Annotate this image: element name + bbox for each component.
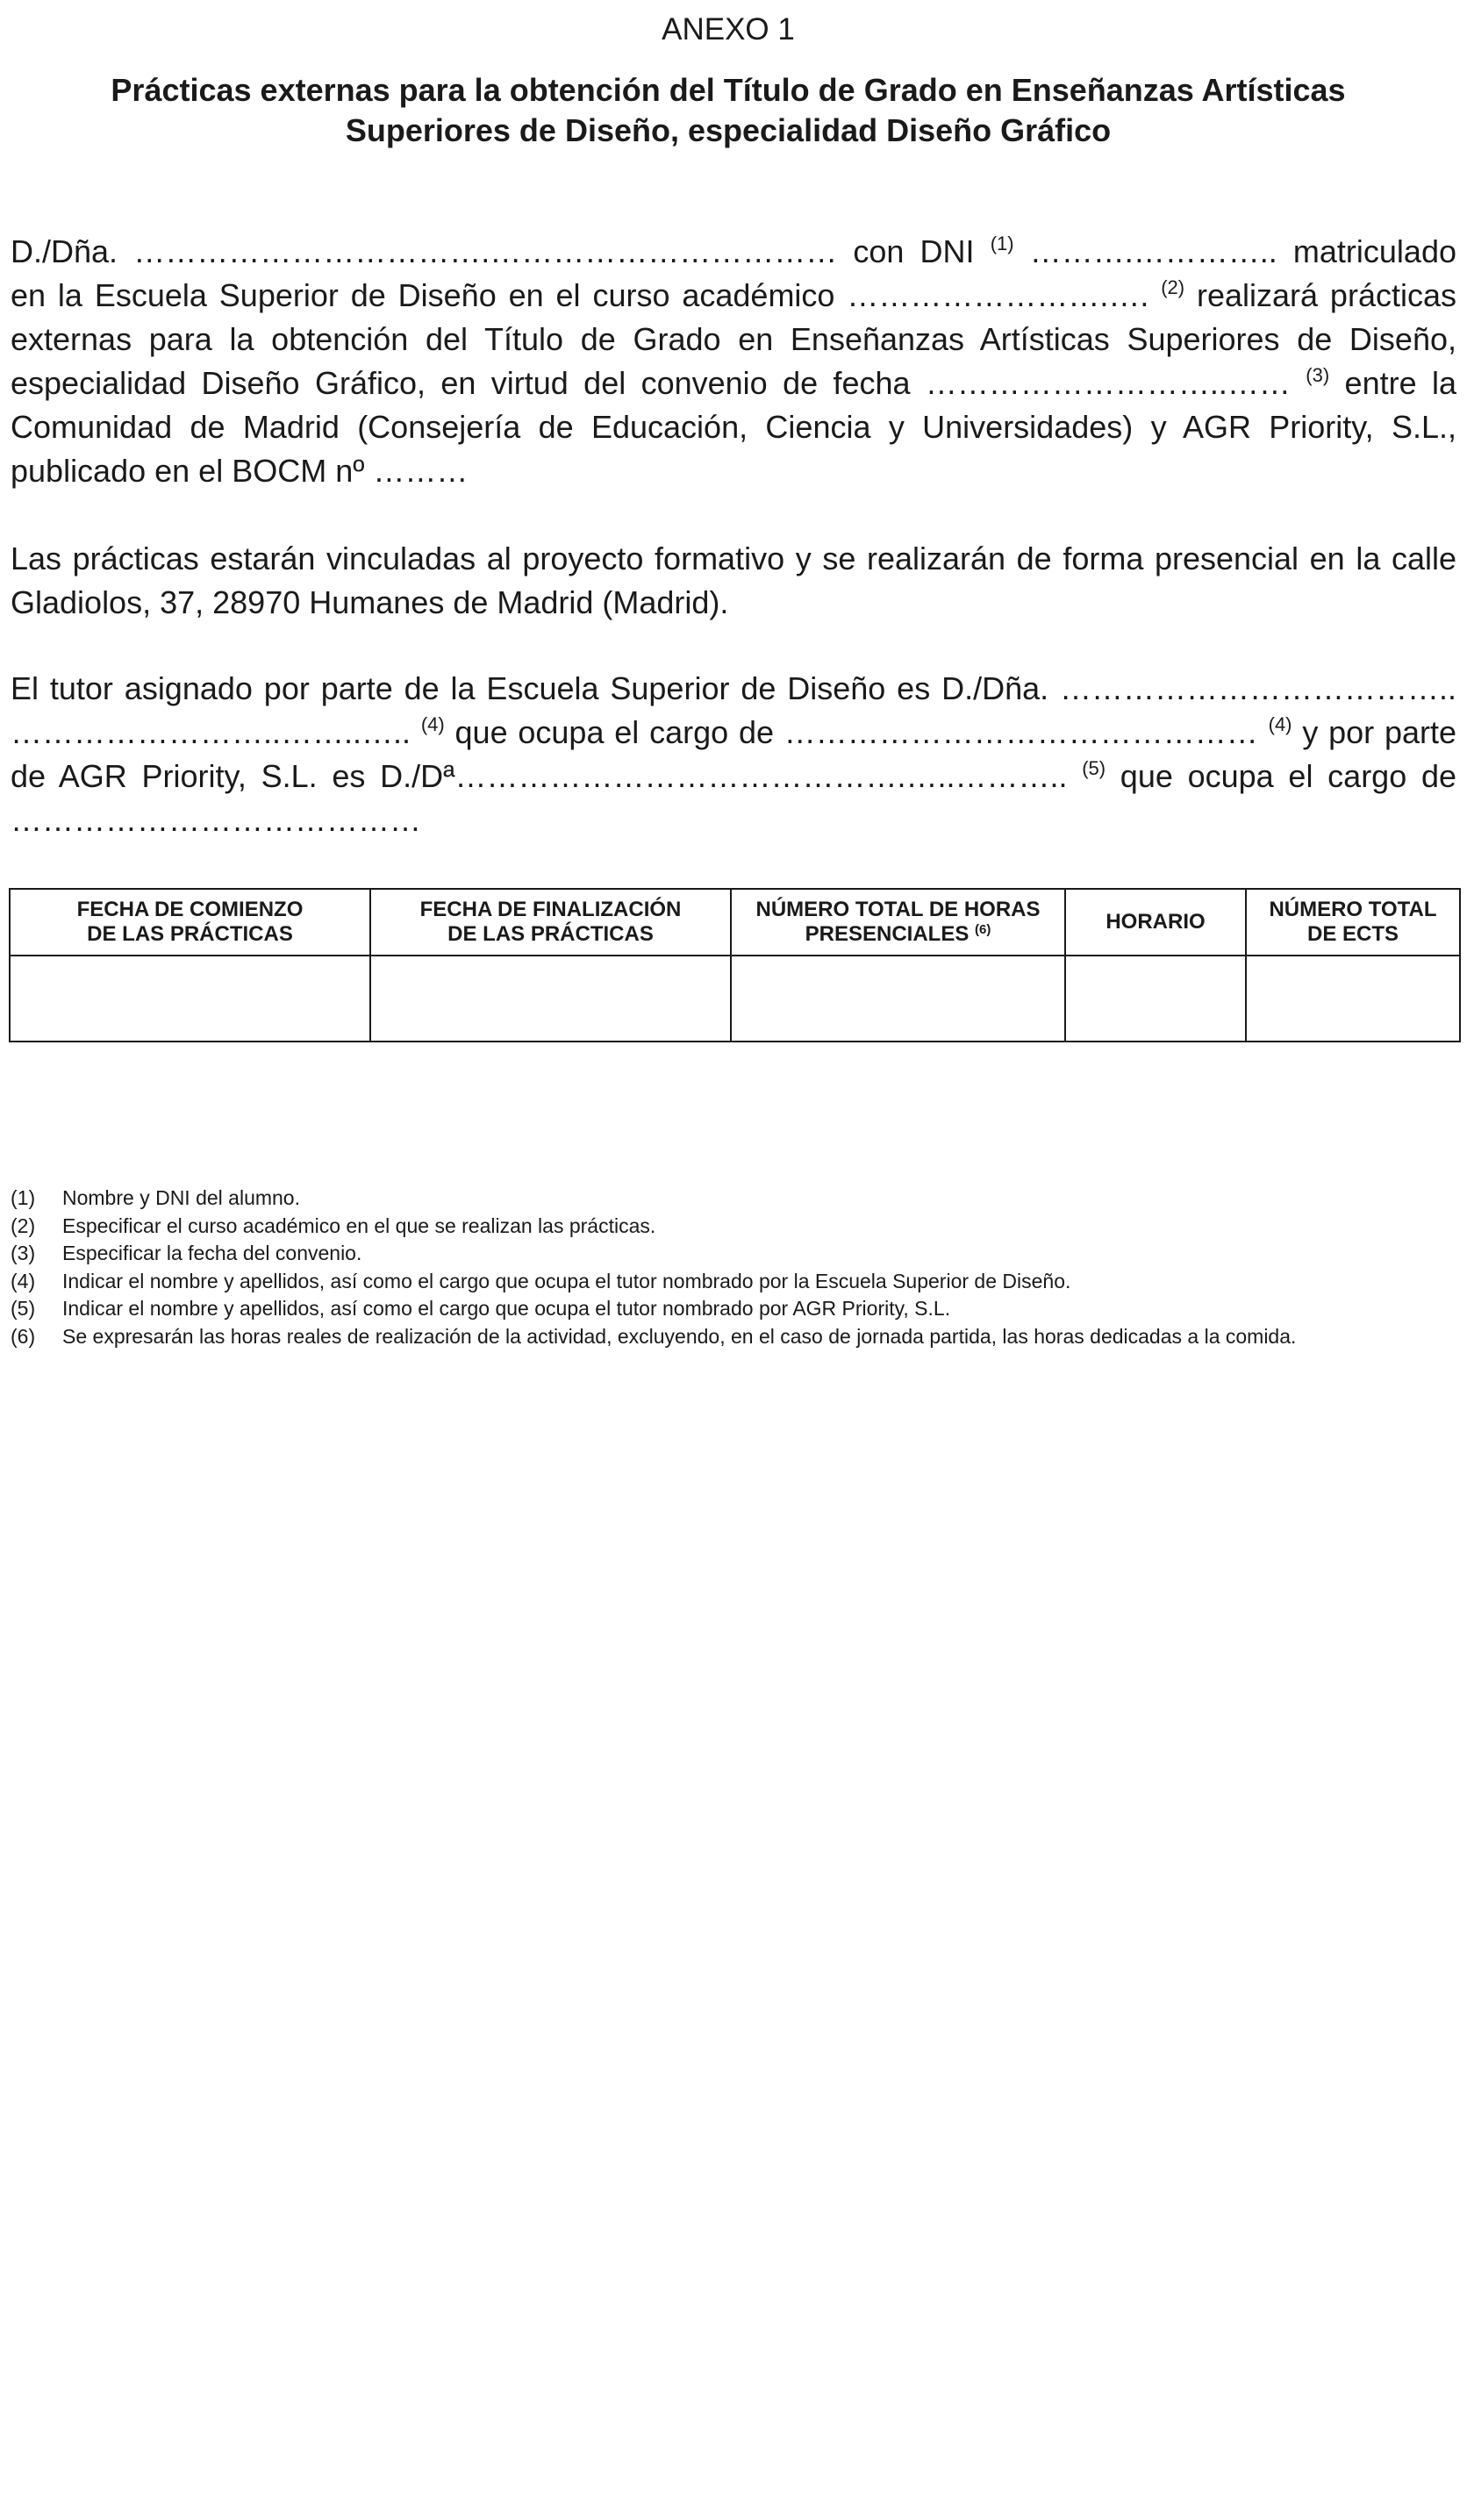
footnote-number: (4): [11, 1269, 36, 1292]
tutor-text-1: El tutor asignado por parte de la Escuela Superior de Diseño es D./Dña. ……………………………….. ……………………..……..…..: [11, 670, 1456, 750]
header-total-hours: NÚMERO TOTAL DE HORAS PRESENCIALES $^{(6)}$: [731, 889, 1065, 956]
document-title: [0, 70, 1456, 151]
footnote-ref-4a: (4): [420, 713, 445, 735]
footnote-number: (3): [11, 1242, 36, 1264]
annex-heading: ANEXO 1: [662, 12, 795, 47]
footnote-ref-2: (2): [1161, 276, 1185, 298]
table-header-row: [10, 889, 1460, 956]
footnote-item: [11, 1323, 1458, 1351]
tutor-text-4: que ocupa el cargo de …………………………………: [11, 758, 1456, 838]
tutor-text-2: que ocupa el cargo de ………………………………………: [444, 714, 1269, 750]
footnote-ref-4b: (4): [1268, 713, 1292, 735]
footnote-item: [11, 1185, 1458, 1213]
location-paragraph: Las prácticas estarán vinculadas al proyecto formativo y se realizarán de forma presencial en la calle Gladiolos, 37, 28970 Humanes de Madrid (Madrid).: [11, 541, 1456, 620]
header-start-date: FECHA DE COMIENZO DE LAS PRÁCTICAS: [10, 889, 370, 956]
cell-start-date[interactable]: [10, 956, 370, 1042]
footnote-ref-1: (1): [990, 233, 1014, 254]
tutor-text-3: y por parte de AGR Priority, S.L. es D./Dª…………………………………….…..………..: [11, 714, 1457, 794]
footnote-item: [11, 1240, 1458, 1268]
schedule-table: [9, 888, 1461, 1042]
cell-schedule[interactable]: [1065, 956, 1246, 1042]
cell-end-date[interactable]: [370, 956, 731, 1042]
cell-total-ects[interactable]: [1246, 956, 1460, 1042]
table-row: [10, 956, 1460, 1042]
footnote-ref-3: (3): [1306, 364, 1330, 386]
student-text-1: D./Dña. …………………………….…………………………… con DNI: [11, 233, 991, 269]
footnote-number: (1): [11, 1186, 36, 1209]
footnote-text: Especificar la fecha del convenio.: [62, 1242, 362, 1264]
student-text-3: realizará prácticas externas para la obtención del Título de Grado en Enseñanzas Artísticas Superiores de Diseño, especialidad Diseño Gráfico, en virtud del convenio de fecha ………………………..……: [11, 277, 1456, 401]
footnote-text: Indicar el nombre y apellidos, así como el cargo que ocupa el tutor nombrado por la Escuela Superior de Diseño.: [62, 1269, 1071, 1292]
footnote-ref-5: (5): [1082, 757, 1106, 779]
footnote-item: [11, 1295, 1458, 1323]
footnote-text: Se expresarán las horas reales de realización de la actividad, excluyendo, en el caso de jornada partida, las horas dedicadas a la comida.: [62, 1324, 1297, 1348]
footnote-number: (6): [11, 1324, 36, 1348]
footnotes: [11, 1185, 1458, 1350]
tutor-paragraph: [11, 667, 1456, 842]
title-line-2: Superiores de Diseño, especialidad Diseño Gráfico: [345, 112, 1112, 148]
footnote-number: (2): [11, 1213, 36, 1237]
header-total-ects: NÚMERO TOTAL DE ECTS: [1246, 889, 1460, 956]
title-line-1: Prácticas externas para la obtención del Título de Grado en Enseñanzas Artísticas: [111, 72, 1346, 108]
footnote-item: [11, 1213, 1458, 1241]
footnote-text: Indicar el nombre y apellidos, así como el cargo que ocupa el tutor nombrado por AGR Priority, S.L.: [62, 1297, 951, 1320]
student-text-2: ……….………….. matriculado en la Escuela Superior de Diseño en el curso académico …………………….….: [11, 233, 1456, 313]
student-text-4: entre la Comunidad de Madrid (Consejería de Educación, Ciencia y Universidades) y AGR Priority, S.L., publicado en el BOCM nº ………: [11, 365, 1457, 489]
footnote-number: (5): [11, 1297, 36, 1320]
student-paragraph: [11, 230, 1456, 493]
footnote-text: Nombre y DNI del alumno.: [62, 1186, 300, 1209]
header-end-date: FECHA DE FINALIZACIÓN DE LAS PRÁCTICAS: [370, 889, 731, 956]
header-schedule: HORARIO: [1065, 889, 1246, 956]
footnote-text: Especificar el curso académico en el que se realizan las prácticas.: [62, 1213, 656, 1237]
cell-total-hours[interactable]: [731, 956, 1065, 1042]
footnote-item: [11, 1268, 1458, 1296]
